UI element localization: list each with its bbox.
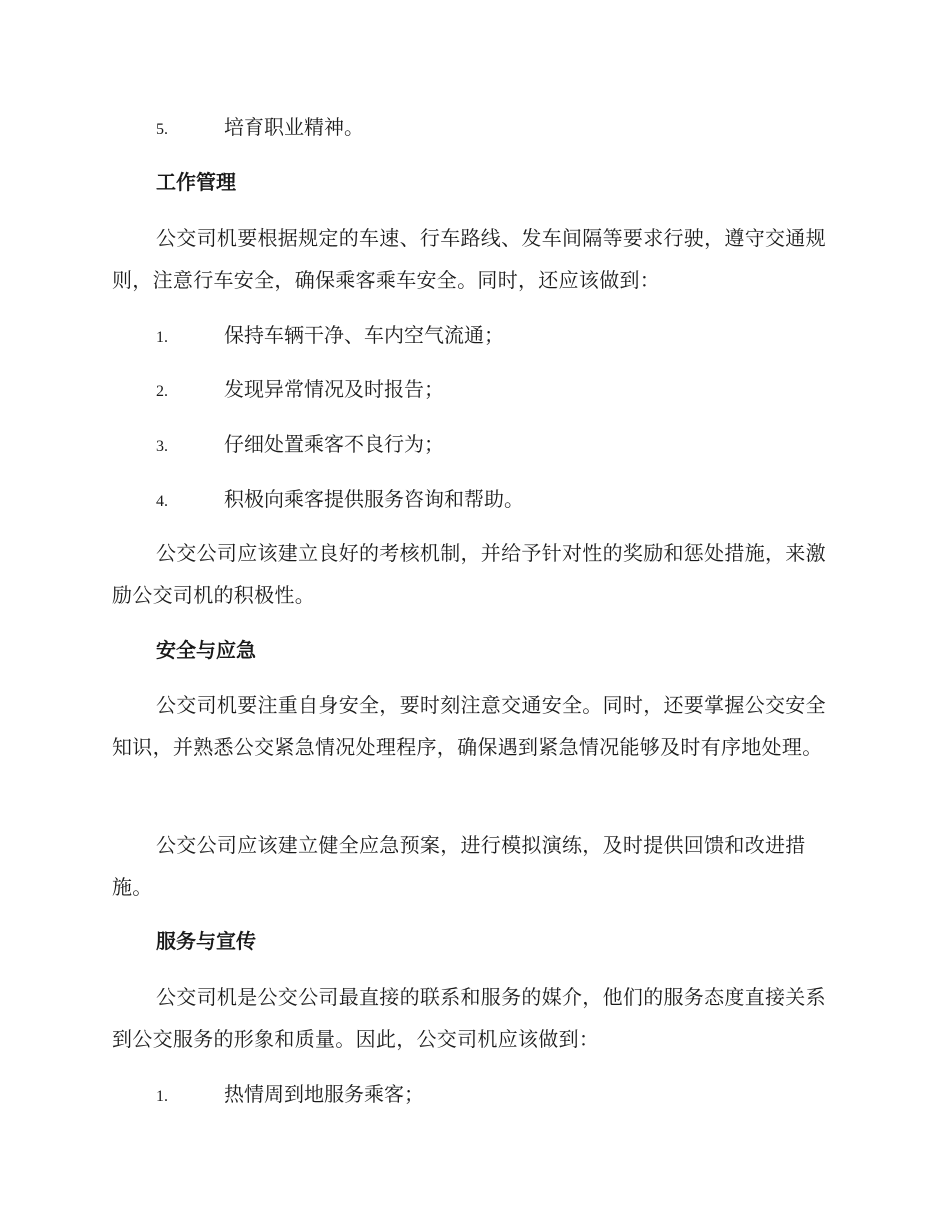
list-text: 培育职业精神。 (224, 115, 364, 139)
list-text: 积极向乘客提供服务咨询和帮助。 (224, 487, 524, 511)
list-item (156, 113, 364, 144)
paragraph: 公交公司应该建立良好的考核机制，并给予针对性的奖励和惩处措施，来激励公交司机的积极性。 (112, 541, 826, 607)
list-item (156, 1080, 424, 1111)
list-text: 仔细处置乘客不良行为； (224, 432, 444, 456)
list-item (156, 321, 504, 352)
list-number: 4. (156, 493, 168, 510)
list-text: 热情周到地服务乘客； (224, 1082, 424, 1106)
paragraph: 公交司机要根据规定的车速、行车路线、发车间隔等要求行驶，遵守交通规则，注意行车安全，确保乘客乘车安全。同时，还应该做到： (112, 226, 826, 292)
section-heading-safety: 安全与应急 (156, 638, 256, 662)
list-item (156, 430, 444, 461)
list-item (156, 375, 444, 406)
list-number: 2. (156, 383, 168, 400)
paragraph: 公交公司应该建立健全应急预案，进行模拟演练，及时提供回馈和改进措施。 (112, 833, 806, 899)
list-text: 发现异常情况及时报告； (224, 377, 444, 401)
section-heading-service: 服务与宣传 (156, 929, 256, 953)
list-number: 5. (156, 121, 168, 138)
paragraph: 公交司机是公交公司最直接的联系和服务的媒介，他们的服务态度直接关系到公交服务的形象和质量。因此，公交司机应该做到： (112, 985, 826, 1051)
list-number: 1. (156, 1088, 168, 1105)
list-number: 3. (156, 438, 168, 455)
list-text: 保持车辆干净、车内空气流通； (224, 323, 504, 347)
section-heading-work: 工作管理 (156, 170, 236, 194)
list-number: 1. (156, 329, 168, 346)
list-item (156, 485, 524, 516)
paragraph: 公交司机要注重自身安全，要时刻注意交通安全。同时，还要掌握公交安全知识，并熟悉公交紧急情况处理程序，确保遇到紧急情况能够及时有序地处理。 (112, 693, 826, 759)
